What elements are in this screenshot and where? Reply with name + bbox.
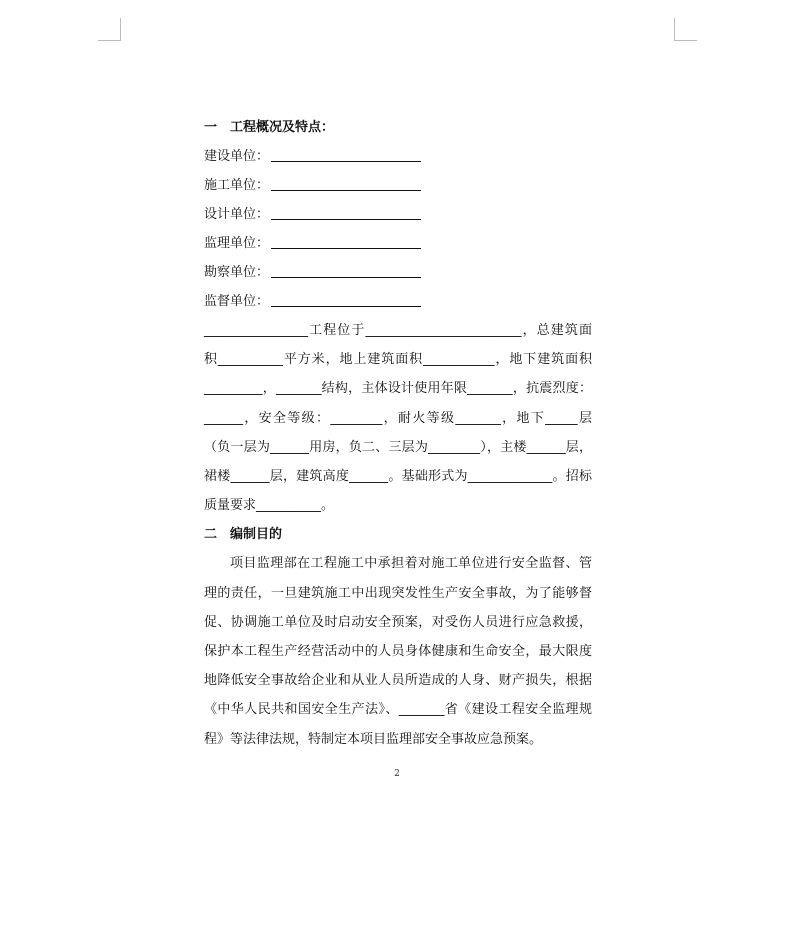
field-survey-unit — [204, 258, 592, 287]
fill-in-blank — [271, 232, 421, 249]
field-label: 建设单位： — [204, 149, 270, 164]
fill-in-blank — [271, 203, 421, 220]
crop-mark-left — [98, 18, 121, 41]
field-label: 设计单位： — [204, 207, 270, 222]
fill-in-blank — [271, 290, 421, 307]
field-supervision-unit — [204, 229, 592, 258]
field-contractor-unit — [204, 171, 592, 200]
page-number: 2 — [394, 769, 400, 779]
field-label: 施工单位： — [204, 178, 270, 193]
field-label: 监理单位： — [204, 236, 270, 251]
field-label: 勘察单位： — [204, 265, 270, 280]
document-body — [204, 113, 592, 754]
fill-in-blank — [271, 261, 421, 278]
field-construction-unit — [204, 142, 592, 171]
field-oversight-unit — [204, 287, 592, 316]
section-2-heading: 二 编制目的 — [204, 527, 283, 543]
section-1-heading: 一 工程概况及特点： — [204, 120, 335, 135]
project-overview-paragraph: ________________工程位于________________________，总建筑面积__________平方米，地上建筑面积___________，地下建筑面积_________，_______结构，主体设计使用年限_______，抗震烈度：______，安全等级：________，耐火等级_______，地下_____层（负一层为______用房，负二、三层为________），主楼______层，裙楼______层，建筑高度______。基础形式为_____________。招标质量要求__________。 — [204, 323, 592, 514]
fill-in-blank — [271, 145, 421, 162]
field-label: 监督单位： — [204, 294, 270, 309]
fill-in-blank — [271, 174, 421, 191]
purpose-paragraph: 项目监理部在工程施工中承担着对施工单位进行安全监督、管理的责任，一旦建筑施工中出现突发性生产安全事故，为了能够督促、协调施工单位及时启动安全预案，对受伤人员进行应急救援，保护本工程生产经营活动中的人员身体健康和生命安全，最大限度地降低安全事故给企业和从业人员所造成的人身、财产损失，根据《中华人民共和国安全生产法》、_______省《建设工程安全监理规程》等法律法规，特制定本项目监理部安全事故应急预案。 — [204, 556, 592, 747]
crop-mark-right — [674, 18, 697, 41]
field-design-unit — [204, 200, 592, 229]
